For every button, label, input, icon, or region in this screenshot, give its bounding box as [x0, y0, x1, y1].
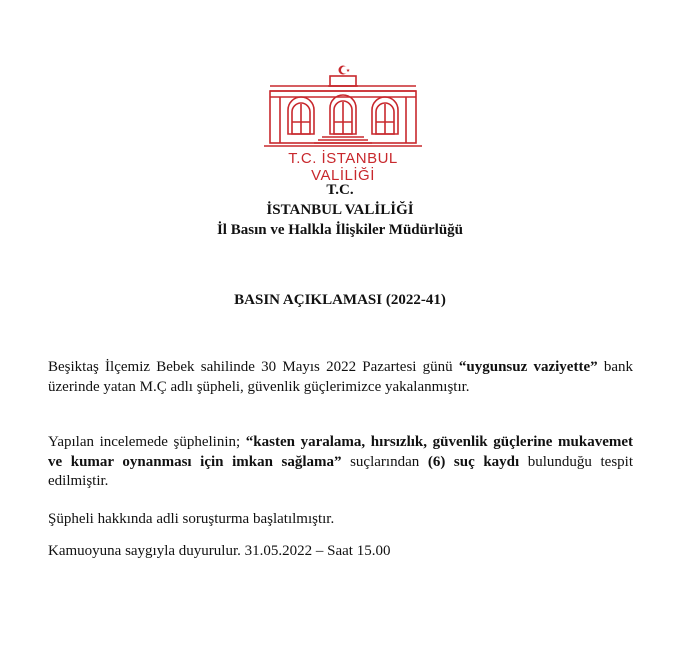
header-line-tc: T.C.	[326, 182, 354, 198]
paragraph-3: Şüpheli hakkında adli soruşturma başlatılmıştır.	[48, 511, 335, 527]
paragraph-2-charges: “kasten yaralama, hırsızlık, güvenlik güçlerine mukavemet ve kumar oynanması için imkan sağlama”	[48, 434, 633, 470]
closing-line: Kamuoyuna saygıyla duyurulur. 31.05.2022 – Saat 15.00	[48, 543, 391, 559]
paragraph-2-text-end: bulunduğu tespit edilmiştir.	[48, 453, 634, 489]
document-title: BASIN AÇIKLAMASI (2022-41)	[234, 292, 446, 308]
paragraph-2-text: Yapılan incelemede şüphelinin;	[48, 434, 246, 450]
paragraph-1	[48, 358, 633, 397]
header-line-directorate: İl Basın ve Halkla İlişkiler Müdürlüğü	[216, 222, 464, 238]
paragraph-2-record-count: (6) suç kaydı	[427, 453, 520, 470]
paragraph-1-text: Beşiktaş İlçemiz Bebek sahilinde 30 Mayıs 2022 Pazartesi günü	[48, 359, 459, 375]
header-line-governorship: İSTANBUL VALİLİĞİ	[266, 202, 414, 218]
paragraph-1-emphasis: “uygunsuz vaziyette”	[458, 359, 598, 375]
logo-caption: T.C. İSTANBUL VALİLİĞİ	[288, 150, 398, 184]
paragraph-1-text-end: bank üzerinde yatan M.Ç adlı şüpheli, güvenlik güçlerimizce yakalanmıştır.	[48, 359, 633, 395]
paragraph-2-text-mid: suçlarından	[341, 453, 428, 470]
paragraph-2	[48, 433, 633, 492]
